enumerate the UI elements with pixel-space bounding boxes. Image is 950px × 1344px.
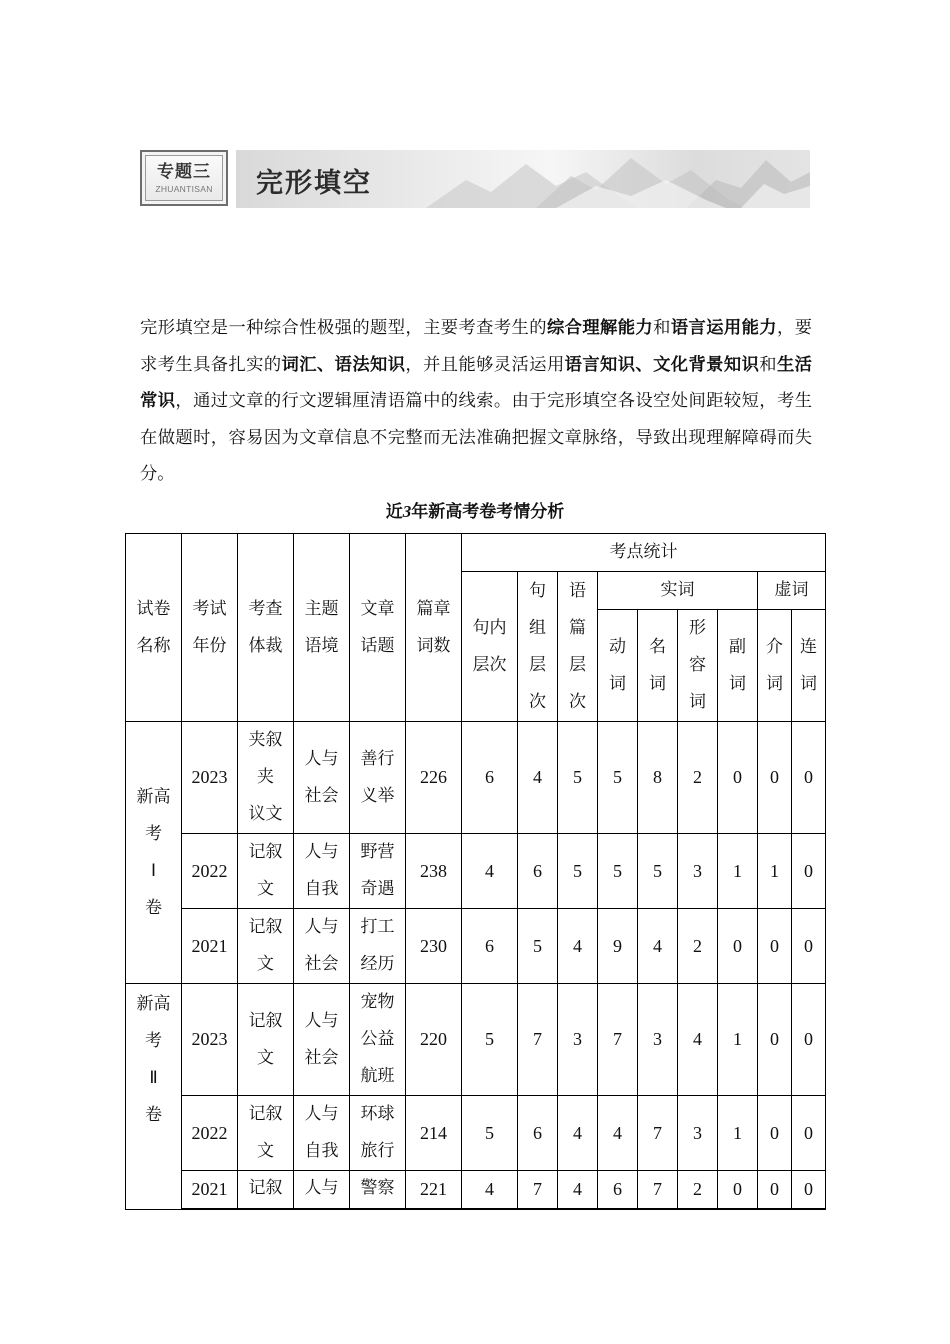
topic-badge [140, 150, 228, 206]
table-row [126, 984, 826, 1096]
genre-cell: 记叙 文 [238, 1096, 294, 1171]
header-adj: 形 容 词 [678, 610, 718, 722]
prep-count-cell: 1 [758, 834, 792, 909]
table-row [126, 834, 826, 909]
exam-analysis-table [125, 533, 826, 1210]
word-count-cell: 214 [406, 1096, 462, 1171]
conj-count-cell: 0 [792, 722, 826, 834]
prep-count-cell: 0 [758, 909, 792, 984]
sentence-level-count-cell: 5 [462, 1096, 518, 1171]
context-cell: 人与 社会 [294, 909, 350, 984]
topic-cell: 打工 经历 [350, 909, 406, 984]
adj-count-cell: 2 [678, 909, 718, 984]
header-paper: 试卷 名称 [126, 534, 182, 722]
header-context: 主题 语境 [294, 534, 350, 722]
table-caption: 近3年新高考卷考情分析 [385, 502, 565, 522]
genre-cell: 夹叙 夹 议文 [238, 722, 294, 834]
bold-term: 语言运用能力 [670, 318, 777, 338]
year-cell: 2021 [182, 909, 238, 984]
sentence-level-count-cell: 6 [462, 909, 518, 984]
adv-count-cell: 1 [718, 984, 758, 1096]
adj-count-cell: 3 [678, 834, 718, 909]
table-row [126, 909, 826, 984]
prep-count-cell: 0 [758, 1096, 792, 1171]
adv-count-cell: 1 [718, 1096, 758, 1171]
discourse-level-count-cell: 4 [558, 1096, 598, 1171]
genre-cell: 记叙 文 [238, 834, 294, 909]
noun-count-cell: 4 [638, 909, 678, 984]
year-cell: 2023 [182, 984, 238, 1096]
header-stats: 考点统计 [462, 534, 826, 572]
adj-count-cell: 3 [678, 1096, 718, 1171]
discourse-level-count-cell: 3 [558, 984, 598, 1096]
verb-count-cell: 9 [598, 909, 638, 984]
noun-count-cell: 7 [638, 1171, 678, 1210]
adv-count-cell: 0 [718, 909, 758, 984]
context-cell: 人与 自我 [294, 834, 350, 909]
sentence-level-count-cell: 4 [462, 834, 518, 909]
discourse-level-count-cell: 4 [558, 1171, 598, 1210]
word-count-cell: 221 [406, 1171, 462, 1210]
topic-cell: 野营 奇遇 [350, 834, 406, 909]
header-noun: 名 词 [638, 610, 678, 722]
group-level-count-cell: 7 [518, 984, 558, 1096]
table-row [126, 1171, 826, 1210]
adv-count-cell: 0 [718, 1171, 758, 1210]
noun-count-cell: 8 [638, 722, 678, 834]
word-count-cell: 238 [406, 834, 462, 909]
table-row [126, 1096, 826, 1171]
section-title: 完形填空 [256, 168, 372, 199]
header-group-level: 句 组 层 次 [518, 572, 558, 722]
header-verb: 动 词 [598, 610, 638, 722]
topic-cell: 警察 [350, 1171, 406, 1210]
table-row [126, 722, 826, 834]
sentence-level-count-cell: 4 [462, 1171, 518, 1210]
discourse-level-count-cell: 5 [558, 834, 598, 909]
context-cell: 人与 自我 [294, 1096, 350, 1171]
section-banner [140, 150, 810, 210]
group-level-count-cell: 4 [518, 722, 558, 834]
year-cell: 2022 [182, 1096, 238, 1171]
genre-cell: 记叙 文 [238, 909, 294, 984]
context-cell: 人与 社会 [294, 722, 350, 834]
word-count-cell: 226 [406, 722, 462, 834]
banner-strip [236, 150, 810, 208]
bold-term: 综合理解能力 [546, 318, 654, 338]
noun-count-cell: 7 [638, 1096, 678, 1171]
prep-count-cell: 0 [758, 722, 792, 834]
group-level-count-cell: 7 [518, 1171, 558, 1210]
header-sentence-level: 句内 层次 [462, 572, 518, 722]
header-content-words: 实词 [598, 572, 758, 610]
word-count-cell: 230 [406, 909, 462, 984]
context-cell: 人与 [294, 1171, 350, 1210]
adj-count-cell: 2 [678, 722, 718, 834]
badge-subtitle: ZHUANTISAN [155, 184, 213, 194]
sentence-level-count-cell: 6 [462, 722, 518, 834]
topic-cell: 善行 义举 [350, 722, 406, 834]
sentence-level-count-cell: 5 [462, 984, 518, 1096]
header-year: 考试 年份 [182, 534, 238, 722]
verb-count-cell: 4 [598, 1096, 638, 1171]
header-conj: 连 词 [792, 610, 826, 722]
intro-paragraph: 完形填空是一种综合性极强的题型，主要考查考生的综合理解能力和语言运用能力，要求考生具备扎实的词汇、语法知识，并且能够灵活运用语言知识、文化背景知识和生活常识，通过文章的行文逻辑厘清语篇中的线索。由于完形填空各设空处间距较短，考生在做题时，容易因为文章信息不完整而无法准确把握文章脉络，导致出现理解障碍而失分。 [140, 318, 812, 484]
adj-count-cell: 4 [678, 984, 718, 1096]
header-function-words: 虚词 [758, 572, 826, 610]
bold-term: 语言知识、文化背景知识 [564, 354, 760, 375]
paper-name-cell: 新高 考 Ⅰ 卷 [126, 722, 182, 984]
topic-cell: 环球 旅行 [350, 1096, 406, 1171]
header-topic: 文章 话题 [350, 534, 406, 722]
verb-count-cell: 7 [598, 984, 638, 1096]
conj-count-cell: 0 [792, 1171, 826, 1210]
genre-cell: 记叙 [238, 1171, 294, 1210]
discourse-level-count-cell: 5 [558, 722, 598, 834]
word-count-cell: 220 [406, 984, 462, 1096]
conj-count-cell: 0 [792, 909, 826, 984]
header-words: 篇章 词数 [406, 534, 462, 722]
noun-count-cell: 5 [638, 834, 678, 909]
topic-cell: 宠物 公益 航班 [350, 984, 406, 1096]
conj-count-cell: 0 [792, 834, 826, 909]
prep-count-cell: 0 [758, 1171, 792, 1210]
adv-count-cell: 1 [718, 834, 758, 909]
verb-count-cell: 5 [598, 834, 638, 909]
context-cell: 人与 社会 [294, 984, 350, 1096]
group-level-count-cell: 5 [518, 909, 558, 984]
group-level-count-cell: 6 [518, 1096, 558, 1171]
badge-title: 专题三 [157, 162, 211, 182]
verb-count-cell: 6 [598, 1171, 638, 1210]
verb-count-cell: 5 [598, 722, 638, 834]
genre-cell: 记叙 文 [238, 984, 294, 1096]
header-adv: 副 词 [718, 610, 758, 722]
year-cell: 2022 [182, 834, 238, 909]
group-level-count-cell: 6 [518, 834, 558, 909]
header-prep: 介 词 [758, 610, 792, 722]
paper-name-cell: 新高 考 Ⅱ 卷 [126, 984, 182, 1210]
discourse-level-count-cell: 4 [558, 909, 598, 984]
year-cell: 2021 [182, 1171, 238, 1210]
adv-count-cell: 0 [718, 722, 758, 834]
header-discourse-level: 语 篇 层 次 [558, 572, 598, 722]
prep-count-cell: 0 [758, 984, 792, 1096]
conj-count-cell: 0 [792, 984, 826, 1096]
noun-count-cell: 3 [638, 984, 678, 1096]
conj-count-cell: 0 [792, 1096, 826, 1171]
year-cell: 2023 [182, 722, 238, 834]
header-genre: 考查 体裁 [238, 534, 294, 722]
bold-term: 词汇、语法知识 [281, 354, 406, 375]
adj-count-cell: 2 [678, 1171, 718, 1210]
bold-term: 生活常识 [140, 354, 812, 411]
